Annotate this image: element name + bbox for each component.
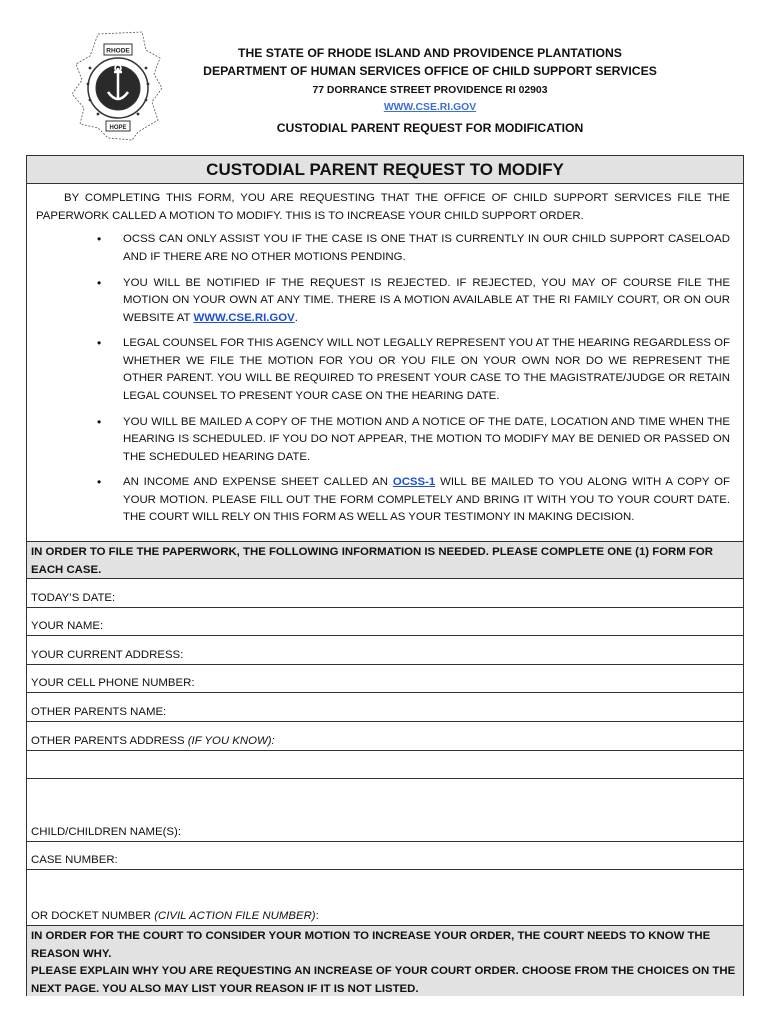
other-parent-address-field[interactable]	[27, 721, 743, 750]
docket-number-text: OR DOCKET NUMBER	[31, 910, 155, 922]
info-bullet-list	[27, 231, 745, 535]
seal-top-label: RHODE	[106, 47, 130, 55]
bullet-icon: •	[97, 336, 102, 350]
department-name: DEPARTMENT OF HUMAN SERVICES OFFICE OF CHILD SUPPORT SERVICES	[203, 64, 657, 78]
state-name: THE STATE OF RHODE ISLAND AND PROVIDENCE PLANTATIONS	[238, 46, 622, 60]
info-required-header	[27, 541, 743, 578]
ocss-1-link[interactable]: OCSS-1	[392, 476, 436, 488]
other-parent-address-note: (IF YOU KNOW):	[187, 735, 275, 747]
request-form	[26, 155, 744, 996]
children-names-label: CHILD/CHILDREN NAME(S):	[31, 826, 181, 838]
current-address-field[interactable]	[27, 635, 743, 664]
bullet-icon: •	[97, 414, 102, 429]
bullet-text-end: .	[294, 311, 298, 324]
case-number-field[interactable]	[27, 841, 743, 869]
other-parent-address-label	[31, 735, 275, 747]
website-link[interactable]: WWW.CSE.RI.GOV	[383, 102, 477, 113]
form-title: CUSTODIAL PARENT REQUEST TO MODIFY	[27, 156, 743, 184]
bullet-text: LEGAL COUNSEL FOR THIS AGENCY WILL NOT LEGALLY REPRESENT YOU AT THE HEARING REGARDLESS OF WHETHER WE FILE THE MOTION FOR YOU OR YOU FILE ON YOUR OWN NOR DO WE REPRESENT THE OTHER PARENT. YOU WILL BE REQUIRED TO PRESENT YOUR CASE TO THE MAGISTRATE/JUDGE OR RETAIN LEGAL COUNSEL TO PRESENT YOUR CASE ON THE HEARING DATE.	[123, 337, 730, 402]
bullet-text: AN INCOME AND EXPENSE SHEET CALLED AN	[123, 476, 393, 488]
todays-date-field[interactable]	[27, 578, 743, 607]
cell-phone-field[interactable]	[27, 664, 743, 692]
current-address-label: YOUR CURRENT ADDRESS:	[31, 649, 184, 661]
case-number-label: CASE NUMBER:	[31, 854, 118, 866]
list-item	[27, 414, 745, 466]
form-subtitle: CUSTODIAL PARENT REQUEST FOR MODIFICATION	[276, 121, 584, 135]
docket-number-label	[31, 910, 319, 922]
other-parent-address-line2[interactable]	[27, 750, 743, 778]
seal-bottom-label: HOPE	[109, 125, 127, 131]
your-name-label: YOUR NAME:	[31, 620, 104, 632]
reason-header	[27, 925, 743, 996]
other-parent-name-label: OTHER PARENTS NAME:	[31, 706, 167, 718]
list-item	[27, 231, 745, 266]
list-item	[27, 335, 745, 405]
bullet-icon: •	[97, 475, 102, 489]
bullet-text: YOU WILL BE NOTIFIED IF THE REQUEST IS REJECTED. IF REJECTED, YOU MAY OF COURSE FILE THE MOTION ON YOUR OWN AT ANY TIME. THERE IS A MOTION AVAILABLE AT THE RI FAMILY COURT, OR ON OUR WEBSITE AT	[123, 276, 730, 324]
cell-phone-label: YOUR CELL PHONE NUMBER:	[31, 677, 195, 689]
bullet-text: OCSS CAN ONLY ASSIST YOU IF THE CASE IS ONE THAT IS CURRENTLY IN OUR CHILD SUPPORT CASELOAD AND IF THERE ARE NO OTHER MOTIONS PENDING.	[123, 233, 730, 263]
bullet-text-end: WILL BE MAILED TO YOU ALONG WITH A COPY OF YOUR MOTION. PLEASE FILL OUT THE FORM COMPLETELY AND BRING IT WITH YOU TO YOUR COURT DATE. THE COURT WILL RELY ON THIS FORM AS WELL AS YOUR TESTIMONY IN MAKING DECISION.	[123, 476, 730, 523]
document-header	[180, 44, 680, 137]
list-item	[27, 275, 745, 327]
children-names-field[interactable]	[27, 778, 743, 841]
website-link-inline[interactable]: WWW.CSE.RI.GOV	[193, 311, 295, 324]
todays-date-label: TODAY’S DATE:	[31, 592, 116, 604]
your-name-field[interactable]	[27, 607, 743, 635]
office-address: 77 DORRANCE STREET PROVIDENCE RI 02903	[312, 85, 548, 96]
docket-number-note: (CIVIL ACTION FILE NUMBER)	[154, 910, 316, 922]
bullet-icon: •	[97, 275, 102, 290]
reason-header-text-1: IN ORDER FOR THE COURT TO CONSIDER YOUR MOTION TO INCREASE YOUR ORDER, THE COURT NEEDS TO KNOW THE REASON WHY.	[31, 930, 711, 960]
bullet-text: YOU WILL BE MAILED A COPY OF THE MOTION AND A NOTICE OF THE DATE, LOCATION AND TIME WHEN THE HEARING IS SCHEDULED. IF YOU DO NOT APPEAR, THE MOTION TO MODIFY MAY BE DENIED OR PASSED ON THE SCHEDULED HEARING DATE.	[123, 415, 730, 463]
list-item	[27, 474, 745, 526]
docket-colon: :	[315, 910, 319, 922]
other-parent-address-text: OTHER PARENTS ADDRESS	[31, 735, 188, 747]
reason-header-text-2: PLEASE EXPLAIN WHY YOU ARE REQUESTING AN INCREASE OF YOUR COURT ORDER. CHOOSE FROM THE CHOICES ON THE NEXT PAGE. YOU ALSO MAY LIST YOUR REASON IF IT IS NOT LISTED.	[31, 965, 736, 995]
bullet-icon: •	[97, 232, 102, 246]
docket-number-field[interactable]	[27, 869, 743, 925]
intro-paragraph: BY COMPLETING THIS FORM, YOU ARE REQUESTING THAT THE OFFICE OF CHILD SUPPORT SERVICES FILE THE PAPERWORK CALLED A MOTION TO MODIFY. THIS IS TO INCREASE YOUR CHILD SUPPORT ORDER.	[36, 192, 730, 222]
other-parent-name-field[interactable]	[27, 692, 743, 721]
state-seal	[68, 28, 168, 143]
info-required-text: IN ORDER TO FILE THE PAPERWORK, THE FOLLOWING INFORMATION IS NEEDED. PLEASE COMPLETE ONE (1) FORM FOR EACH CASE.	[31, 546, 713, 576]
